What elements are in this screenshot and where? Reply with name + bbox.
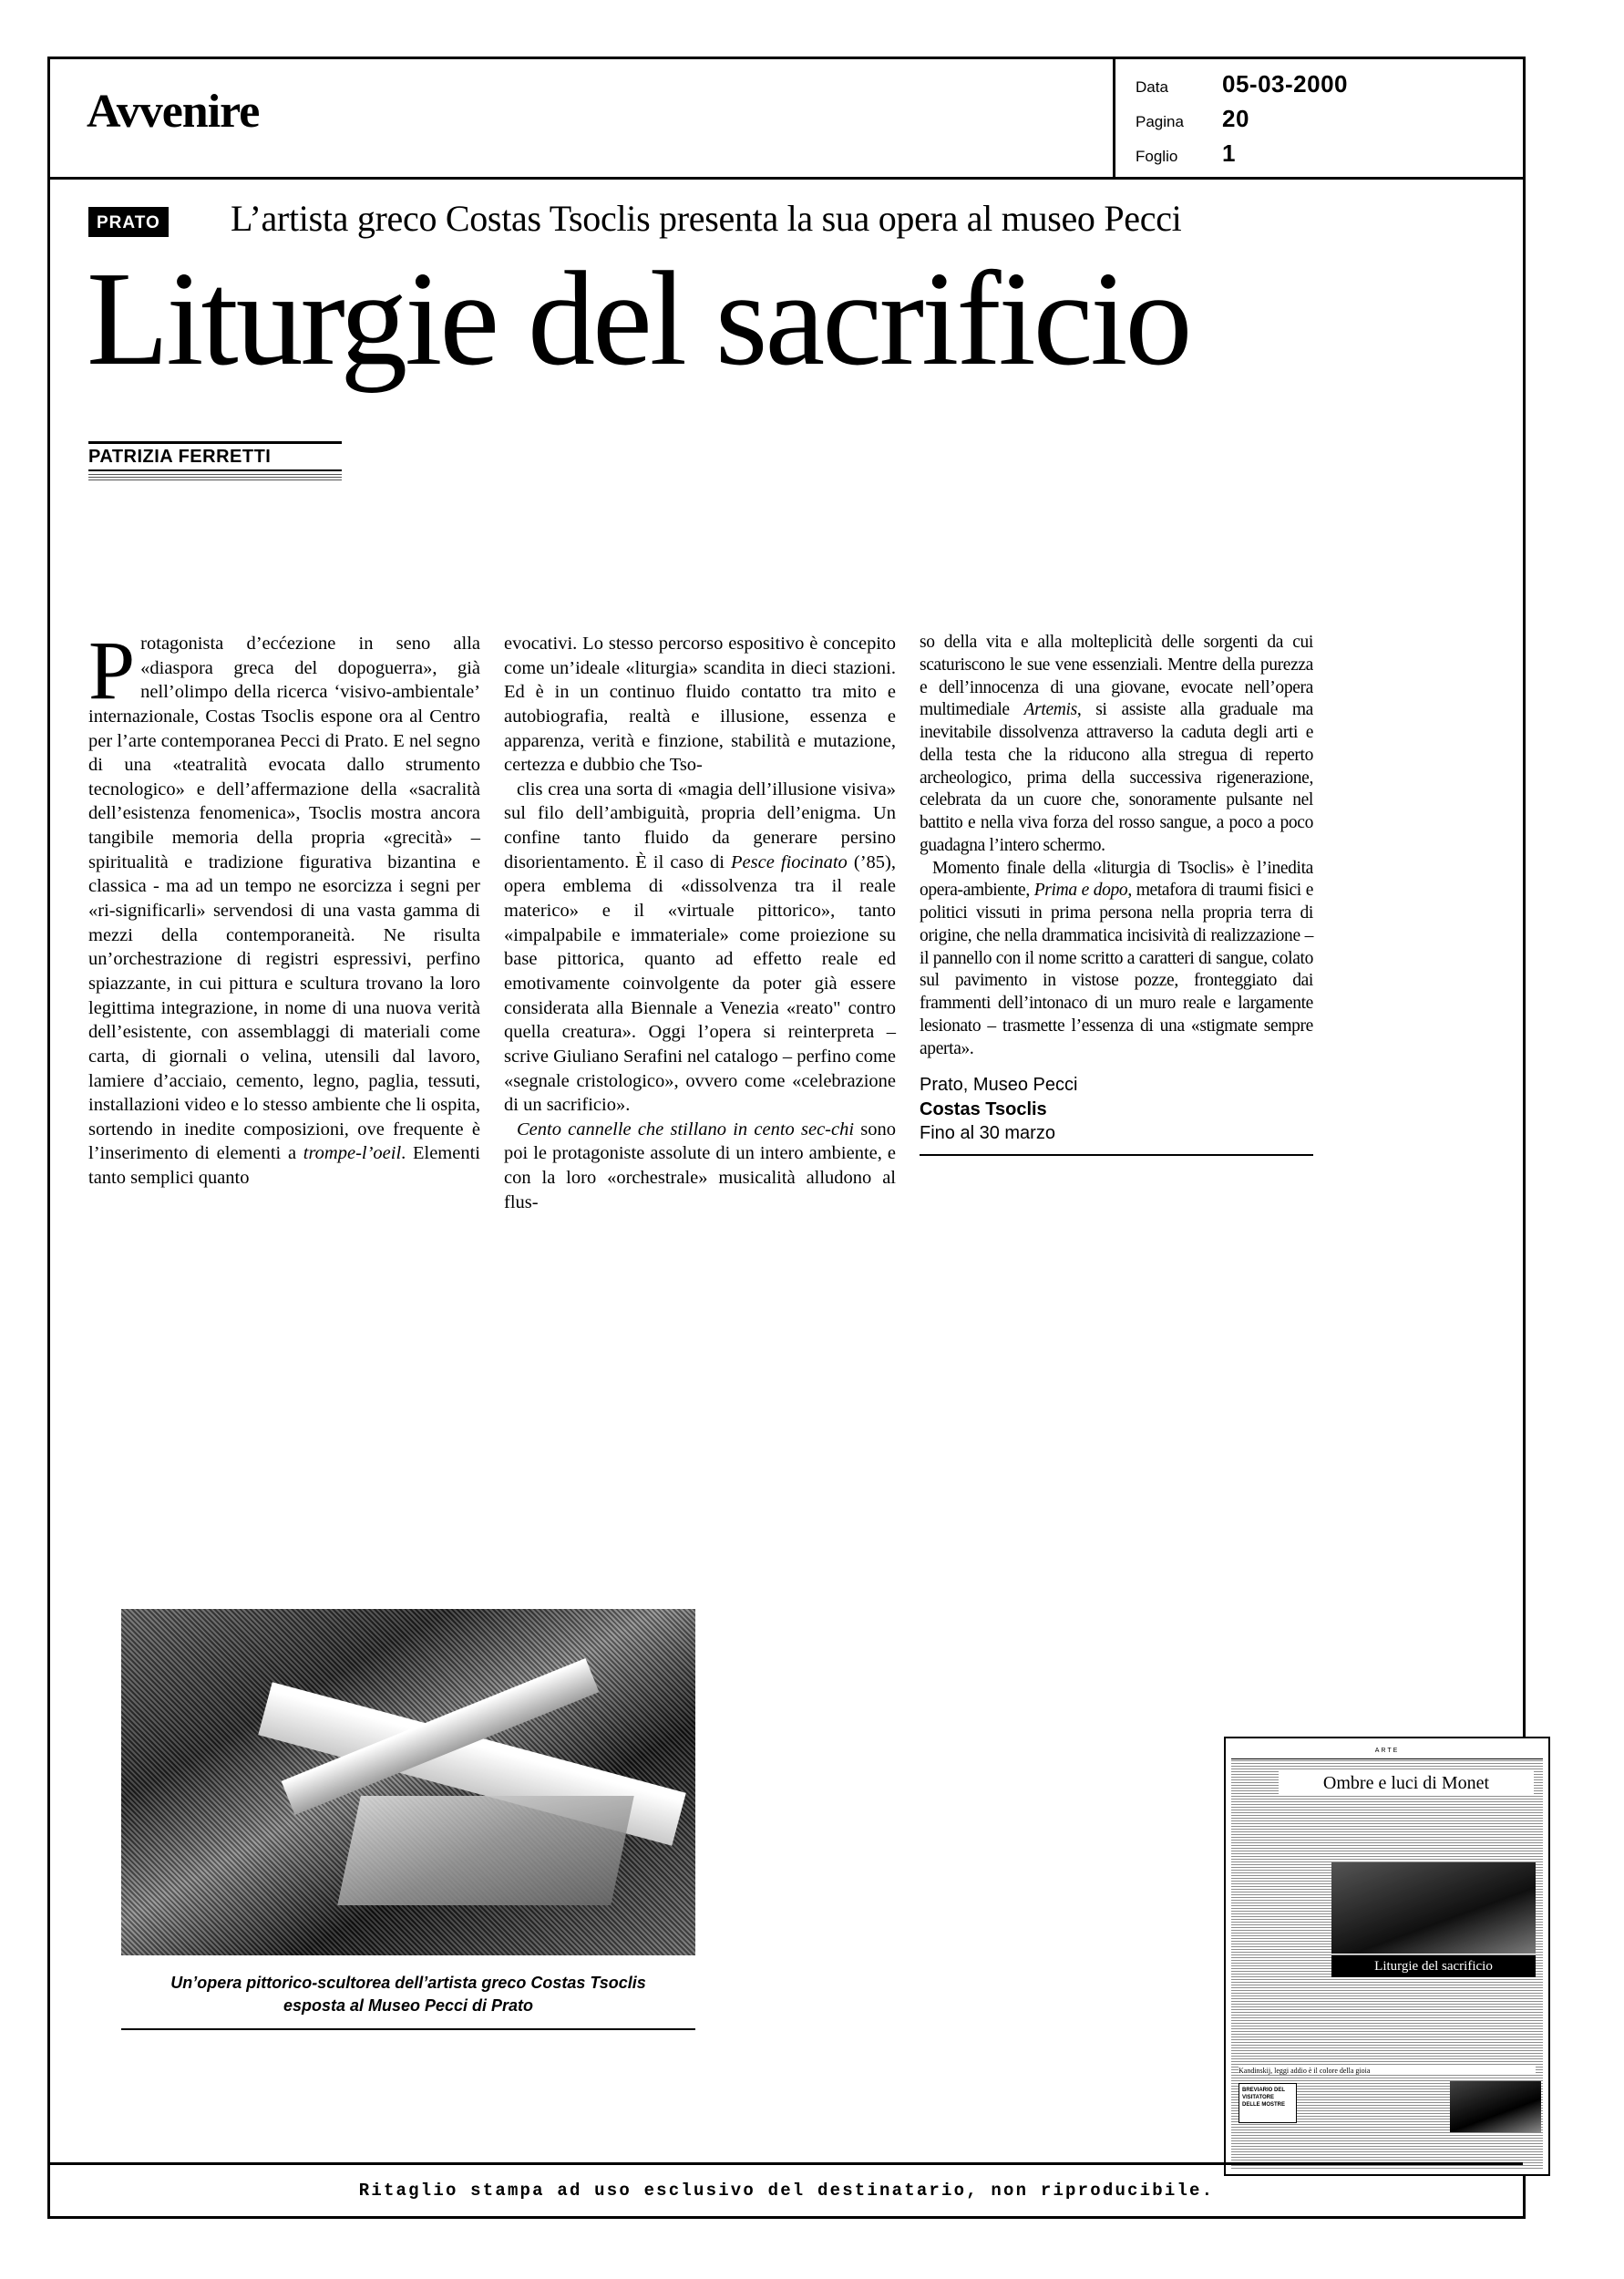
- thumbnail-bottom-line: Kandinskij, leggi addio è il colore della gioia: [1239, 2067, 1536, 2075]
- paragraph: [88, 624, 480, 1191]
- thumbnail-box-breviario: BREVIARIO DEL VISITATORE DELLE MOSTRE: [1239, 2083, 1297, 2123]
- col2-text-1: evocativi. Lo stesso percorso espositivo è concepito come un’ideale «liturgia» scandita in dieci stazioni. Ed è in un continuo fluido contatto tra mito e autobiografia, realtà e illusione, essenza e apparenza, verità e finzione, stabilità e mutazione, certezza e dubbio che Tso-: [504, 634, 896, 776]
- byline-rule: [88, 474, 342, 482]
- kicker-row: [50, 200, 1523, 245]
- meta-label-pagina: Pagina: [1136, 113, 1184, 130]
- photo-caption-line-2: esposta al Museo Pecci di Prato: [283, 1996, 534, 2016]
- masthead: [50, 59, 1523, 180]
- credit-dates: Fino al 30 marzo: [920, 1123, 1055, 1144]
- paragraph: [504, 1118, 896, 1215]
- article-body: [88, 624, 1483, 1214]
- col2-italic-2: Cento cannelle che stillano in cento sec-chi: [517, 1119, 855, 1140]
- col2-italic-1: Pesce fiocinato: [731, 851, 848, 872]
- photo-caption-line-1: Un’opera pittorico-scultorea dell’artista greco Costas Tsoclis: [170, 1974, 646, 1992]
- col1-italic: trompe-l’oeil: [303, 1143, 402, 1164]
- col3-text-2b: , metafora di traumi fisici e politici vissuti in prima persona nella propria terra di origine, che nella drammatica incisività di realizzazione – il pannello con il nome scritto a caratteri di sangue, colato sul pavimento in vistose pozze, fronteggiato dai frammenti dell’intonaco di un muro reale e largamente lesionato – trasmette l’essenza di una «stigmate sempre aperta».: [920, 881, 1313, 1058]
- caption-rule: [121, 2028, 695, 2030]
- thumbnail-section-label: ARTE: [1231, 1744, 1543, 1759]
- article-photo: [121, 1609, 695, 1955]
- newspaper-title: Avvenire: [87, 86, 260, 138]
- column-3: [920, 632, 1313, 1214]
- col1-text-end: . Elementi tanto semplici quanto: [88, 1143, 480, 1189]
- col2-text-2a: clis crea una sorta di «magia dell’illusione visiva» sul filo dell’ambiguità, propria dell’enigma. Un confine tanto fluido da generare persino disorientamento. È il caso di: [504, 779, 896, 872]
- page-thumbnail: [1224, 1737, 1550, 2176]
- kicker-text: L’artista greco Costas Tsoclis presenta la sua opera al museo Pecci: [231, 198, 1182, 239]
- drop-cap: P: [88, 624, 136, 717]
- meta-label-foglio: Foglio: [1136, 148, 1178, 165]
- credit-rule: [920, 1154, 1313, 1156]
- meta-row-data: [1136, 70, 1523, 105]
- col2-text-2b: (’85), opera emblema di «dissolvenza tra il reale materico» e il «virtuale pittorico», tanto «impalpabile e immateriale» come proiezione su base pittorica, quanto ad effetto reale ed emotivamente coinvolgente da poter già essere considerata alla Biennale a Venezia «reato" contro quella creatura». Oggi l’opera si reinterpreta – scrive Giuliano Serafini nel catalogo – perfino come «segnale cristologico», ovvero come «celebrazione di un sacrificio».: [504, 851, 896, 1116]
- credit-venue: Prato, Museo Pecci: [920, 1075, 1078, 1096]
- section-tag: PRATO: [88, 207, 169, 237]
- meta-label-data: Data: [1136, 78, 1168, 96]
- paragraph: [920, 858, 1313, 1061]
- col1-text: rotagonista d’ecćezione in seno alla «diaspora greca del dopoguerra», già nell’olimpo della ricerca ‘visivo-ambientale’ internazionale, Costas Tsoclis espone ora al Centro per l’arte contemporanea Pecci di Prato. E nel segno di una «teatralità evocata dallo strumento tecnologico» e dell’affermazione della «sacralità dell’esistenza fenomenica», Tsoclis mostra ancora tangibile memoria della propria «grecità» – spiritualità e tradizione figurativa bizantina e classica - ma ad un tempo ne esorcizza i segni per «ri-significarli» servendosi di una vasta gamma di mezzi della contemporaneità. Ne risulta un’orchestrazione di registri espressivi, perfino spiazzante, in cui pittura e scultura trovano la loro legittima integrazione, in nome di una nuova verità dell’esistente, con assemblaggi di materiali come carta, di giornali o velina, utensili dal lavoro, lamiere d’acciaio, cemento, legno, paglia, tessuti, installazioni video e lo stesso ambiente che li ospita, sortendo in inedite composizioni, ove frequente è l’inserimento di elementi a: [88, 634, 480, 1164]
- col3-text-2a: Momento finale della «liturgia di Tsoclis» è l’inedita opera-ambiente,: [920, 858, 1313, 901]
- page-thumbnail-inner: [1231, 1744, 1543, 2169]
- col2-text-3: sono poi le protagoniste assolute di un intero ambiente, e con la loro «orchestrale» musicalità alludono al flus-: [504, 1119, 897, 1212]
- thumbnail-band-headline: Liturgie del sacrificio: [1331, 1955, 1536, 1977]
- thumbnail-headline: Ombre e luci di Monet: [1279, 1771, 1534, 1796]
- meta-row-pagina: [1136, 105, 1523, 139]
- credit-artist: Costas Tsoclis: [920, 1098, 1047, 1119]
- paragraph: [504, 778, 896, 1118]
- photo-shape-panel: [337, 1796, 634, 1905]
- paragraph: [920, 632, 1313, 858]
- paragraph: [504, 632, 896, 778]
- clipping-meta-box: [1113, 59, 1523, 177]
- col3-italic-1: Artemis: [1023, 700, 1077, 720]
- thumbnail-photo-secondary: [1450, 2081, 1541, 2132]
- thumbnail-photo: [1331, 1862, 1536, 1954]
- footer-notice: Ritaglio stampa ad uso esclusivo del destinatario, non riproducibile.: [50, 2162, 1523, 2216]
- byline-wrap: [50, 441, 1523, 482]
- meta-value-foglio: 1: [1222, 139, 1236, 167]
- exhibition-credit: [920, 1073, 1313, 1145]
- column-2: [504, 632, 896, 1214]
- photo-caption: [121, 1972, 695, 2017]
- meta-value-data: 05-03-2000: [1222, 70, 1348, 98]
- meta-value-pagina: 20: [1222, 105, 1249, 132]
- column-1: [88, 624, 480, 1214]
- meta-row-foglio: [1136, 139, 1523, 174]
- headline: Liturgie del sacrificio: [87, 244, 1190, 394]
- col3-text-1a: so della vita e alla molteplicità delle sorgenti da cui scaturiscono le sue vene essenziali. Mentre della purezza e dell’innocenza di una giovane, evocate nell’opera multimediale: [920, 633, 1313, 720]
- byline: PATRIZIA FERRETTI: [88, 441, 342, 471]
- col3-text-1b: , si assiste alla graduale ma inevitabile dissolvenza attraverso la caduta degli arti e della testa che la riducono alla stregua di reperto archeologico, prima della successiva rigenerazione, celebrata da un cuore che, sonoramente pulsante nel battito e nella viva forza del rosso sangue, a poco a poco guadagna l’intero schermo.: [920, 700, 1313, 855]
- col3-italic-2: Prima e dopo: [1033, 881, 1128, 901]
- newspaper-clipping-page: [47, 57, 1526, 2219]
